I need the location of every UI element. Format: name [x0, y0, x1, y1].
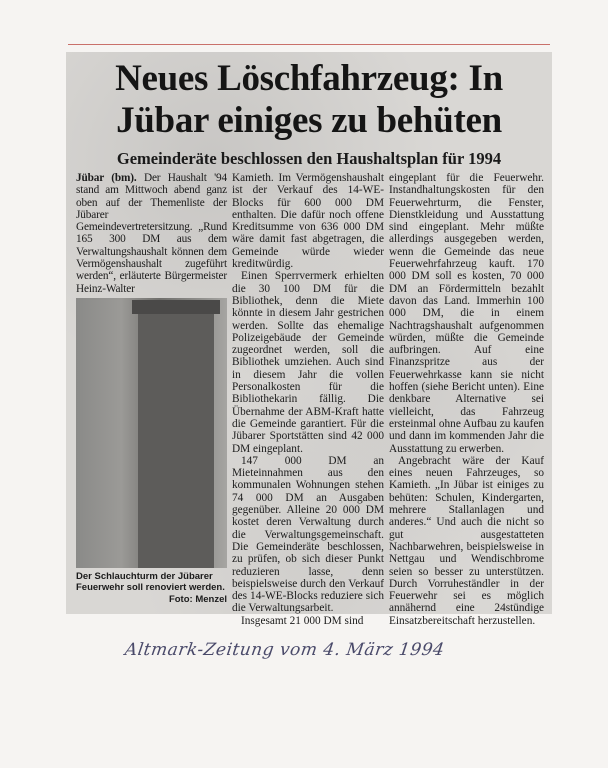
column-1-text: Der Haushalt '94 stand am Mittwoch abend ganz oben auf der Themenliste der Jübarer Gemeindevertretersitzung. „Rund 165 300 DM aus dem Verwaltungshaushalt können dem Vermögenshaushalt zugeführt werden“, erläuterte Bürgermeister Heinz-Walter	[76, 172, 227, 295]
headline: Neues Löschfahrzeug: In Jübar einiges zu behüten	[115, 58, 503, 141]
paragraph: Einen Sperrvermerk erhielten die 30 100 DM für die Bibliothek, denn die Miete könnte in diesem Jahr gestrichen werden. Sollte das ehemalige Polizeigebäude der Gemeinde zugeordnet werden, soll die Bibliothek umziehen. Auch sind in diesem Jahr die vollen Personalkosten für die Bibliothekarin fällig. Die Übernahme der ABM-Kraft hatte die Gemeinde garantiert. Für die Jübarer Sportstätten sind 42 000 DM eingeplant.	[232, 270, 384, 455]
paragraph: eingeplant für die Feuerwehr. Instandhaltungskosten für den Feuerwehrturm, die Fenster, Dienstkleidung und Ausstattung sind eingeplant. Mehr müßte allerdings ausgegeben werden, wenn die Gemeinde das neue Feuerwehrfahrzeug kauft. 170 000 DM soll es kosten, 70 000 DM an Fördermitteln bezahlt davon das Land. Immerhin 100 000 DM, die in einem Nachtragshaushalt aufgenommen würden, müßte die Gemeinde aufbringen. Auf eine Finanzspritze aus der Feuerwehrkasse kann sie nicht hoffen (siehe Bericht unten). Eine denkbare Alternative sei vielleicht, das Fahrzeug ersteinmal ohne Aufbau zu kaufen und dann im kommenden Jahr die Ausstattung zu erwerben.	[389, 172, 544, 455]
paragraph: Insgesamt 21 000 DM sind	[241, 614, 364, 627]
subheadline: Gemeinderäte beschlossen den Haushaltsplan für 1994	[116, 149, 502, 168]
paragraph: 147 000 DM an Mieteinnahmen aus den kommunalen Wohnungen stehen 74 000 DM an Ausgaben gegenüber. Alleine 20 000 DM kostet deren Verwaltung durch die Verwaltungsgemeinschaft. Die Gemeinderäte beschlossen, zu prüfen, ob sich dieser Punkt reduzieren lasse, denn beispielsweise durch den Verkauf des 14-WE-Blocks reduziere sich die Verwaltungsarbeit.	[232, 454, 384, 615]
tower-roof	[132, 300, 220, 314]
top-rule	[68, 44, 550, 45]
paragraph: Angebracht wäre der Kauf eines neuen Fahrzeuges, so Kamieth. „In Jübar ist einiges zu behüten: Schulen, Kindergarten, mehrere Stallanlagen und anderes.“ Und auch die nicht so gut ausgestatteten Nachbarwehren, beispielsweise in Nettgau und Wendischbrome seien so besser zu unterstützen. Durch Vorruheständler in der Feuerwehr sei es möglich annähernd eine 24stündige Einsatzbereitschaft herzustellen.	[389, 454, 544, 627]
handwritten-source-note: Altmark-Zeitung vom 4. März 1994	[123, 640, 446, 660]
tower-shape	[138, 308, 214, 568]
photo-hose-tower	[76, 298, 227, 568]
paragraph: Kamieth. Im Vermögenshaushalt ist der Verkauf des 14-WE-Blocks für 600 000 DM enthalten. Die dafür noch offene Kreditsumme von 636 000 DM wäre damit fast abgetragen, die Gemeinde würde wieder kreditwürdig.	[232, 172, 384, 271]
dateline: Jübar (bm).	[76, 172, 137, 184]
column-3	[389, 172, 544, 627]
photo-credit: Foto: Menzel	[168, 593, 227, 605]
caption-text: Der Schlauchturm der Jübarer Feuerwehr soll renoviert werden.	[76, 570, 225, 594]
column-1	[76, 172, 227, 605]
photo-caption	[76, 570, 227, 605]
column-2	[232, 172, 384, 627]
